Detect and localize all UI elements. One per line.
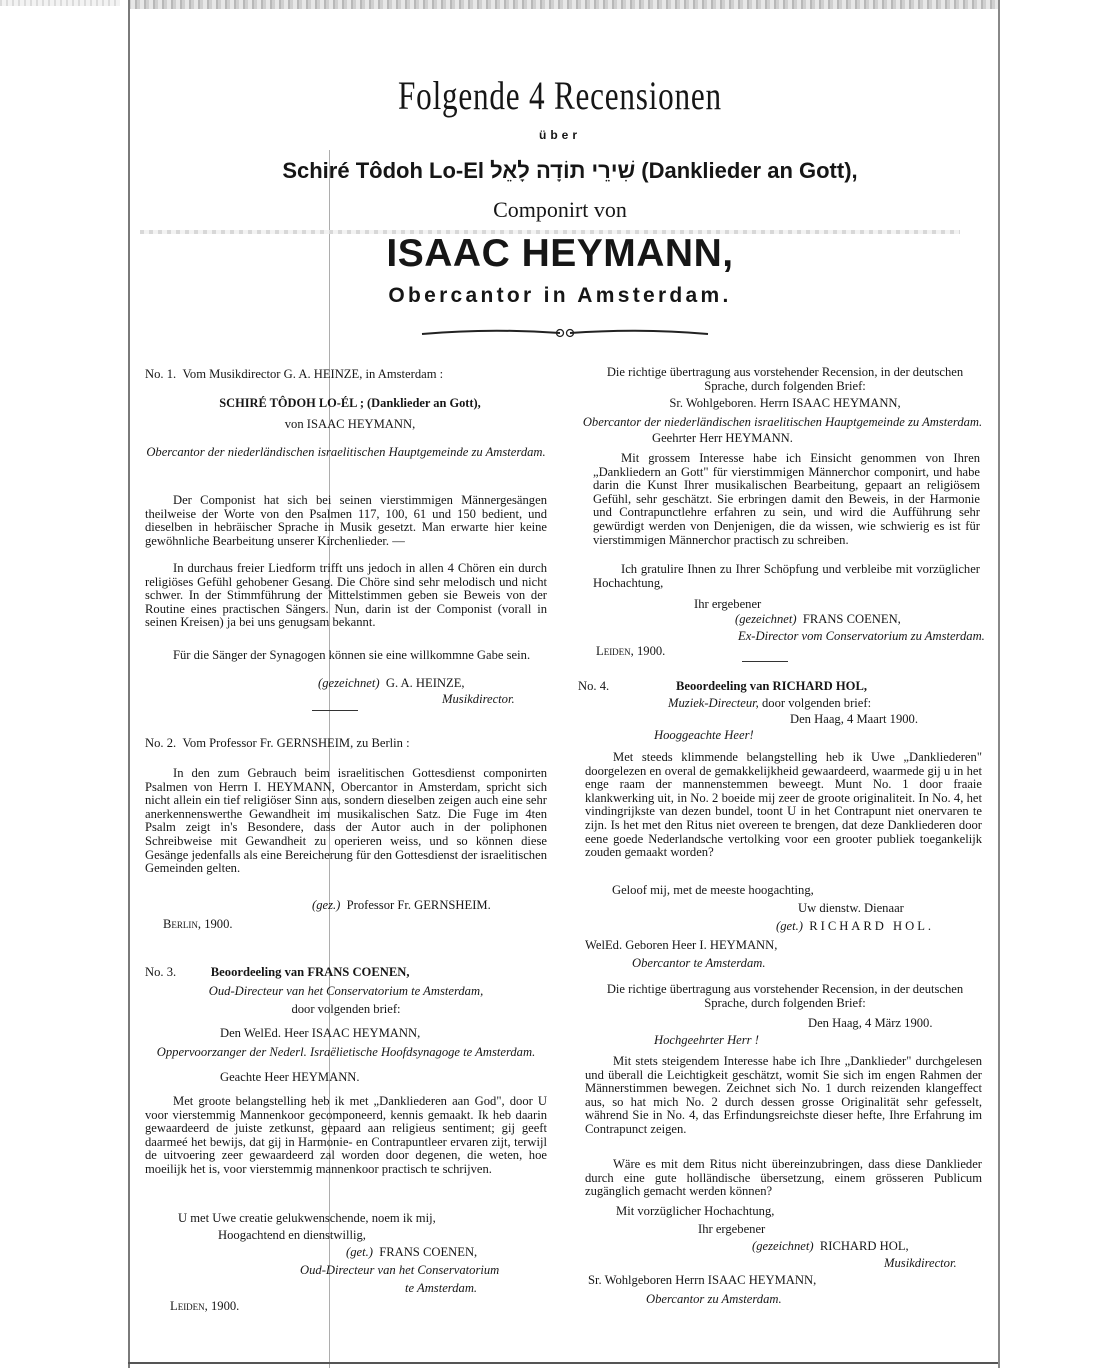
page-edge-line	[128, 0, 130, 1368]
review-1-work-title: SCHIRÉ TÔDOH LO-ÉL ; (Danklieder an Gott),	[219, 396, 481, 410]
signature-name: RICHARD HOL.	[809, 919, 935, 933]
review-number: No. 2.	[145, 736, 177, 750]
review-heading-text: Vom Professor Fr. GERNSHEIM, zu Berlin :	[182, 736, 410, 750]
review-3-signature	[346, 1246, 556, 1260]
scan-edge-artifact	[0, 0, 120, 6]
signature-prefix: (get.)	[346, 1245, 373, 1259]
review-1-paragraph-2: In durchaus freier Liedform trifft uns jedoch in allen 4 Chören ein durch religiöses Gefühl gehobener Gesang. Die Chöre sind sehr melodisch und nicht schwer. In der Stimmführung der Mittelstimmen geben sie Beweis von der Routine eines practischen Sängers. Nun, darin ist der Componist (vorall in seinen Kreisen) ja bei uns genugsam bekannt.	[145, 561, 547, 630]
translation-4-addressee: Sr. Wohlgeboren Herrn ISAAC HEYMANN,	[588, 1273, 817, 1287]
translation-4-place-date: Den Haag, 4 März 1900.	[808, 1016, 933, 1030]
translation-3-intro: Die richtige übertragung aus vorstehender Recension, in der deutschen Sprache, durch folgenden Brief:	[606, 365, 964, 393]
page-title: Folgende 4 Recensionen	[398, 73, 722, 118]
review-3-reviewer-role: Oud-Directeur van het Conservatorium te Amsterdam,	[208, 984, 484, 998]
review-1-composer: von ISAAC HEYMANN,	[284, 417, 416, 431]
review-2-place-date: Berlin, 1900.	[163, 917, 233, 931]
translation-4-intro: Die richtige übertragung aus vorstehender Recension, in der deutschen Sprache, durch folgenden Brief:	[606, 982, 964, 1010]
signature-prefix: (gezeichnet)	[318, 676, 380, 690]
composer-name: ISAAC HEYMANN,	[386, 232, 734, 275]
translation-3-addressee-role: Obercantor der niederländischen israelitischen Hauptgemeinde zu Amsterdam.	[582, 415, 983, 429]
review-3-salutation: Geachte Heer HEYMANN.	[220, 1070, 360, 1084]
review-4-addressee-role: Obercantor te Amsterdam.	[632, 956, 766, 970]
ornament-divider	[420, 324, 710, 342]
translation-3-closing: Ihr ergebener	[694, 597, 762, 611]
translation-4-paragraph-3: Mit vorzüglicher Hochachtung,	[616, 1204, 775, 1218]
header-over: über	[538, 128, 581, 142]
review-3-paragraph-2: U met Uwe creatie gelukwenschende, noem ik mij,	[178, 1211, 436, 1225]
translation-4-addressee-role: Obercantor zu Amsterdam.	[646, 1292, 782, 1306]
work-title: Schiré Tôdoh Lo-El שִׁירֵי תוֹדָה לָאֵל (Danklieder an Gott),	[282, 158, 858, 183]
translation-4-paragraph-2: Wäre es mit dem Ritus nicht übereinzubringen, dass diese Danklieder durch eine gute holländische übersetzung, einem grösseren Publicum zugänglich gemacht werden können?	[585, 1157, 982, 1199]
translation-4-closing: Ihr ergebener	[698, 1222, 766, 1236]
review-3-heading	[145, 966, 565, 980]
signature-name: Professor Fr. GERNSHEIM.	[346, 898, 491, 912]
signature-prefix: (get.)	[776, 919, 803, 933]
review-number: No. 1.	[145, 367, 177, 381]
review-number: No. 3.	[145, 965, 177, 979]
review-3-addressee: Den WelEd. Heer ISAAC HEYMANN,	[220, 1026, 421, 1040]
review-4-closing: Uw dienstw. Dienaar	[798, 901, 904, 915]
translation-3-addressee: Sr. Wohlgeboren. Herrn ISAAC HEYMANN,	[669, 396, 901, 410]
translation-3-paragraph-1: Mit grossem Interesse habe ich Einsicht genommen von Ihren „Dankliedern an Gott" für vierstimmigen Männerchor componirt, und habe darin die Kunst Ihrer musikalischen Bearbeitung, gepaart an religiösem Gefühl, sehr geschätzt. Sie erbringen damit den Beweis, in der Harmonie und Contrapunctlehre erfahren zu sein, und wird die Aufführung sehr gewürdigt werden von Denjenigen, die da wissen, wie schwierig es ist für vierstimmigen Männerchor practisch zu schreiben.	[593, 451, 980, 547]
review-3-signature-title-1: Oud-Directeur van het Conservatorium	[300, 1263, 500, 1277]
reviewer-role: Muziek-Directeur,	[668, 696, 759, 710]
signature-prefix: (gezeichnet)	[752, 1239, 814, 1253]
signature-name: FRANS COENEN,	[379, 1245, 478, 1259]
review-4-addressee: WelEd. Geboren Heer I. HEYMANN,	[585, 938, 778, 952]
translation-3-paragraph-2: Ich gratulire Ihnen zu Ihrer Schöpfung und verbleibe mit vorzüglicher Hochachtung,	[593, 562, 980, 590]
review-3-paragraph-3: Hoogachtend en dienstwillig,	[218, 1228, 366, 1242]
signature-prefix: (gezeichnet)	[735, 612, 797, 626]
section-divider	[742, 661, 788, 662]
signature-name: RICHARD HOL,	[819, 1239, 909, 1253]
review-1-composer-role: Obercantor der niederländischen israelitischen Hauptgemeinde zu Amsterdam.	[146, 445, 546, 459]
translation-3-place-date: Leiden, 1900.	[596, 644, 666, 658]
review-1-signature	[318, 677, 558, 691]
signature-name: FRANS COENEN,	[802, 612, 901, 626]
review-heading-text: Beoordeeling van FRANS COENEN,	[210, 965, 410, 979]
review-heading-text: Vom Musikdirector G. A. HEINZE, in Amsterdam :	[182, 367, 444, 381]
review-1-paragraph-3: Für die Sänger der Synagogen können sie eine willkommne Gabe sein.	[173, 648, 531, 662]
translation-4-signature-title: Musikdirector.	[884, 1256, 957, 1270]
translation-4-salutation: Hochgeehrter Herr !	[654, 1033, 759, 1047]
review-2-signature	[312, 899, 562, 913]
composer-role: Obercantor in Amsterdam.	[388, 284, 732, 307]
review-1-signature-title: Musikdirector.	[442, 692, 515, 706]
review-4-paragraph-2: Geloof mij, met de meeste hoogachting,	[612, 883, 814, 897]
page-edge-line	[998, 0, 1000, 1368]
review-1-paragraph-1: Der Componist hat sich bei seinen vierstimmigen Männergesängen theilweise der Worte von den Psalmen 117, 100, 61 und 150 bedient, und dieselben in hebräischer Sprache in Musik gesetzt. Man erwarte hier keine gewöhnliche Bearbeitung unserer Kirchenlieder. —	[145, 493, 547, 548]
review-3-via: door volgenden brief:	[291, 1002, 401, 1016]
review-4-place-date: Den Haag, 4 Maart 1900.	[790, 712, 918, 726]
review-4-paragraph-1: Met steeds klimmende belangstelling heb ik Uwe „Dankliederen" doorgelezen en overal de gemakkelijkheid gewaardeerd, waarmede gij u in het enge raam der mannenstemmen beweegt. Munt No. 1 door fraaie klankwerking uit, in No. 2 boeide mij zeer de groote originaliteit. In No. 4, het vindingrijkste van dezen bundel, toont U in het Contrapunt niet onervaren te zijn. Is het met den Ritus niet overeen te brengen, dat deze Dankliederen door eene goede Nederlandsche vertolking voor een grooter publiek toegankelijk zouden gemaakt worden?	[585, 750, 982, 860]
fold-line	[329, 150, 330, 1368]
translation-3-signature-title: Ex-Director vom Conservatorium zu Amsterdam.	[738, 629, 985, 643]
review-3-place-date: Leiden, 1900.	[170, 1299, 240, 1313]
translation-4-paragraph-1: Mit stets steigendem Interesse habe ich Ihre „Danklieder" durchgelesen und überall die Leichtigkeit geschätzt, womit Sie sich im engen Rahmen der Männerstimmen bewegen. Zeichnet sich No. 1 durch reizenden klangeffect aus, so hat mich No. 2 durch dessen grosse Originalität sehr gefesselt, während Sie in No. 4, das Erfindungsreichste dieser hefte, Ihre Erfahrung im Contrapunct zeigen.	[585, 1054, 982, 1136]
review-4-heading: Beoordeeling van RICHARD HOL,	[676, 679, 868, 693]
section-divider	[312, 710, 358, 711]
composed-by: Componirt von	[493, 197, 627, 222]
scan-edge-artifact	[128, 0, 998, 9]
review-2-paragraph-1: In den zum Gebrauch beim israelitischen Gottesdienst componirten Psalmen von Herrn I. HEYMANN, Obercantor in Amsterdam, spricht sich nicht allein ein tief religiöser Sinn aus, sondern dieselben zeigen auch eine sehr anerkennenswerthe Gewandheit im musikalischen Satz. Die Fuge im 4ten Psalm zeigt in's Besondere, dass der Autor auch in der poliphonen Schreibweise mit Gewandheit zu operieren weiss, und so können diese Gesänge jedenfalls als eine Bereicherung für den Gottesdienst der israelitischen Gemeinden gelten.	[145, 766, 547, 876]
review-2-heading	[145, 737, 565, 751]
review-1-heading	[145, 368, 565, 382]
page-edge-line	[128, 1362, 998, 1364]
translation-3-salutation: Geehrter Herr HEYMANN.	[652, 431, 793, 445]
review-4-number: No. 4.	[578, 679, 610, 693]
translation-4-signature	[752, 1240, 982, 1254]
review-via: door volgenden brief:	[761, 696, 872, 710]
signature-prefix: (gez.)	[312, 898, 341, 912]
review-3-addressee-role: Oppervoorzanger der Nederl. Israëlietische Hoofdsynagoge te Amsterdam.	[156, 1045, 536, 1059]
signature-name: G. A. HEINZE,	[385, 676, 465, 690]
review-3-paragraph-1: Met groote belangstelling heb ik met „Dankliederen aan God", door U voor vierstemmig Mannenkoor gecomponeerd, kennis gemaakt. Ik heb daarin gewaardeerd de juiste zetkunst, gepaard aan religieus sentiment; gij geeft daarmeé het bewijs, dat gij in Harmonie- en Contrapuntleer ervaren zijt, terwijl de uitvoering zeer gewaardeerd zal worden door degenen, die weten, hoe moeilijk het is, voor vierstemmig mannenkoor practisch te schrijven.	[145, 1094, 547, 1176]
review-4-role-line	[668, 697, 988, 711]
translation-3-signature	[735, 613, 985, 627]
review-4-signature	[776, 920, 976, 934]
review-4-salutation: Hooggeachte Heer!	[654, 728, 754, 742]
review-3-signature-title-2: te Amsterdam.	[405, 1281, 478, 1295]
